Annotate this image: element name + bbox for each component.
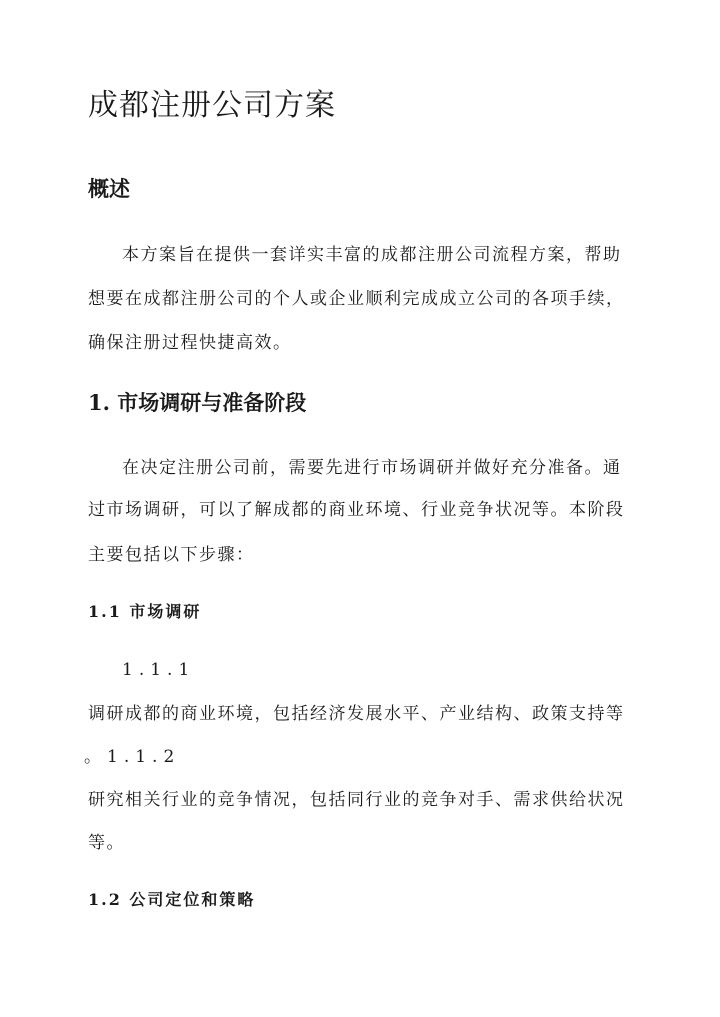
- section-1-heading: 1. 市场调研与准备阶段: [88, 390, 307, 415]
- subsection-1-1-heading: 1.1 市场调研: [88, 602, 202, 621]
- section-1-paragraph-line-1: 在决定注册公司前，需要先进行市场调研并做好充分准备。通: [122, 458, 622, 478]
- overview-paragraph-line-1: 本方案旨在提供一套详实丰富的成都注册公司流程方案，帮助: [122, 245, 622, 265]
- section-1-paragraph-line-3: 主要包括以下步骤：: [88, 545, 255, 565]
- overview-heading: 概述: [88, 176, 130, 201]
- item-1-1-2-number: 。1.1.2: [84, 747, 181, 767]
- document-title: 成都注册公司方案: [88, 88, 336, 123]
- overview-paragraph-line-2: 想要在成都注册公司的个人或企业顺利完成成立公司的各项手续，: [88, 289, 625, 309]
- item-1-1-2-text-line-1: 研究相关行业的竞争情况，包括同行业的竞争对手、需求供给状况: [88, 790, 625, 810]
- item-1-1-1-number: 1.1.1: [122, 660, 196, 680]
- overview-paragraph-line-3: 确保注册过程快捷高效。: [88, 333, 292, 353]
- item-1-1-1-text: 调研成都的商业环境，包括经济发展水平、产业结构、政策支持等: [88, 704, 625, 724]
- section-1-paragraph-line-2: 过市场调研，可以了解成都的商业环境、行业竞争状况等。本阶段: [88, 500, 625, 520]
- subsection-1-2-heading: 1.2 公司定位和策略: [88, 890, 256, 909]
- item-1-1-2-text-line-2: 等。: [88, 833, 125, 853]
